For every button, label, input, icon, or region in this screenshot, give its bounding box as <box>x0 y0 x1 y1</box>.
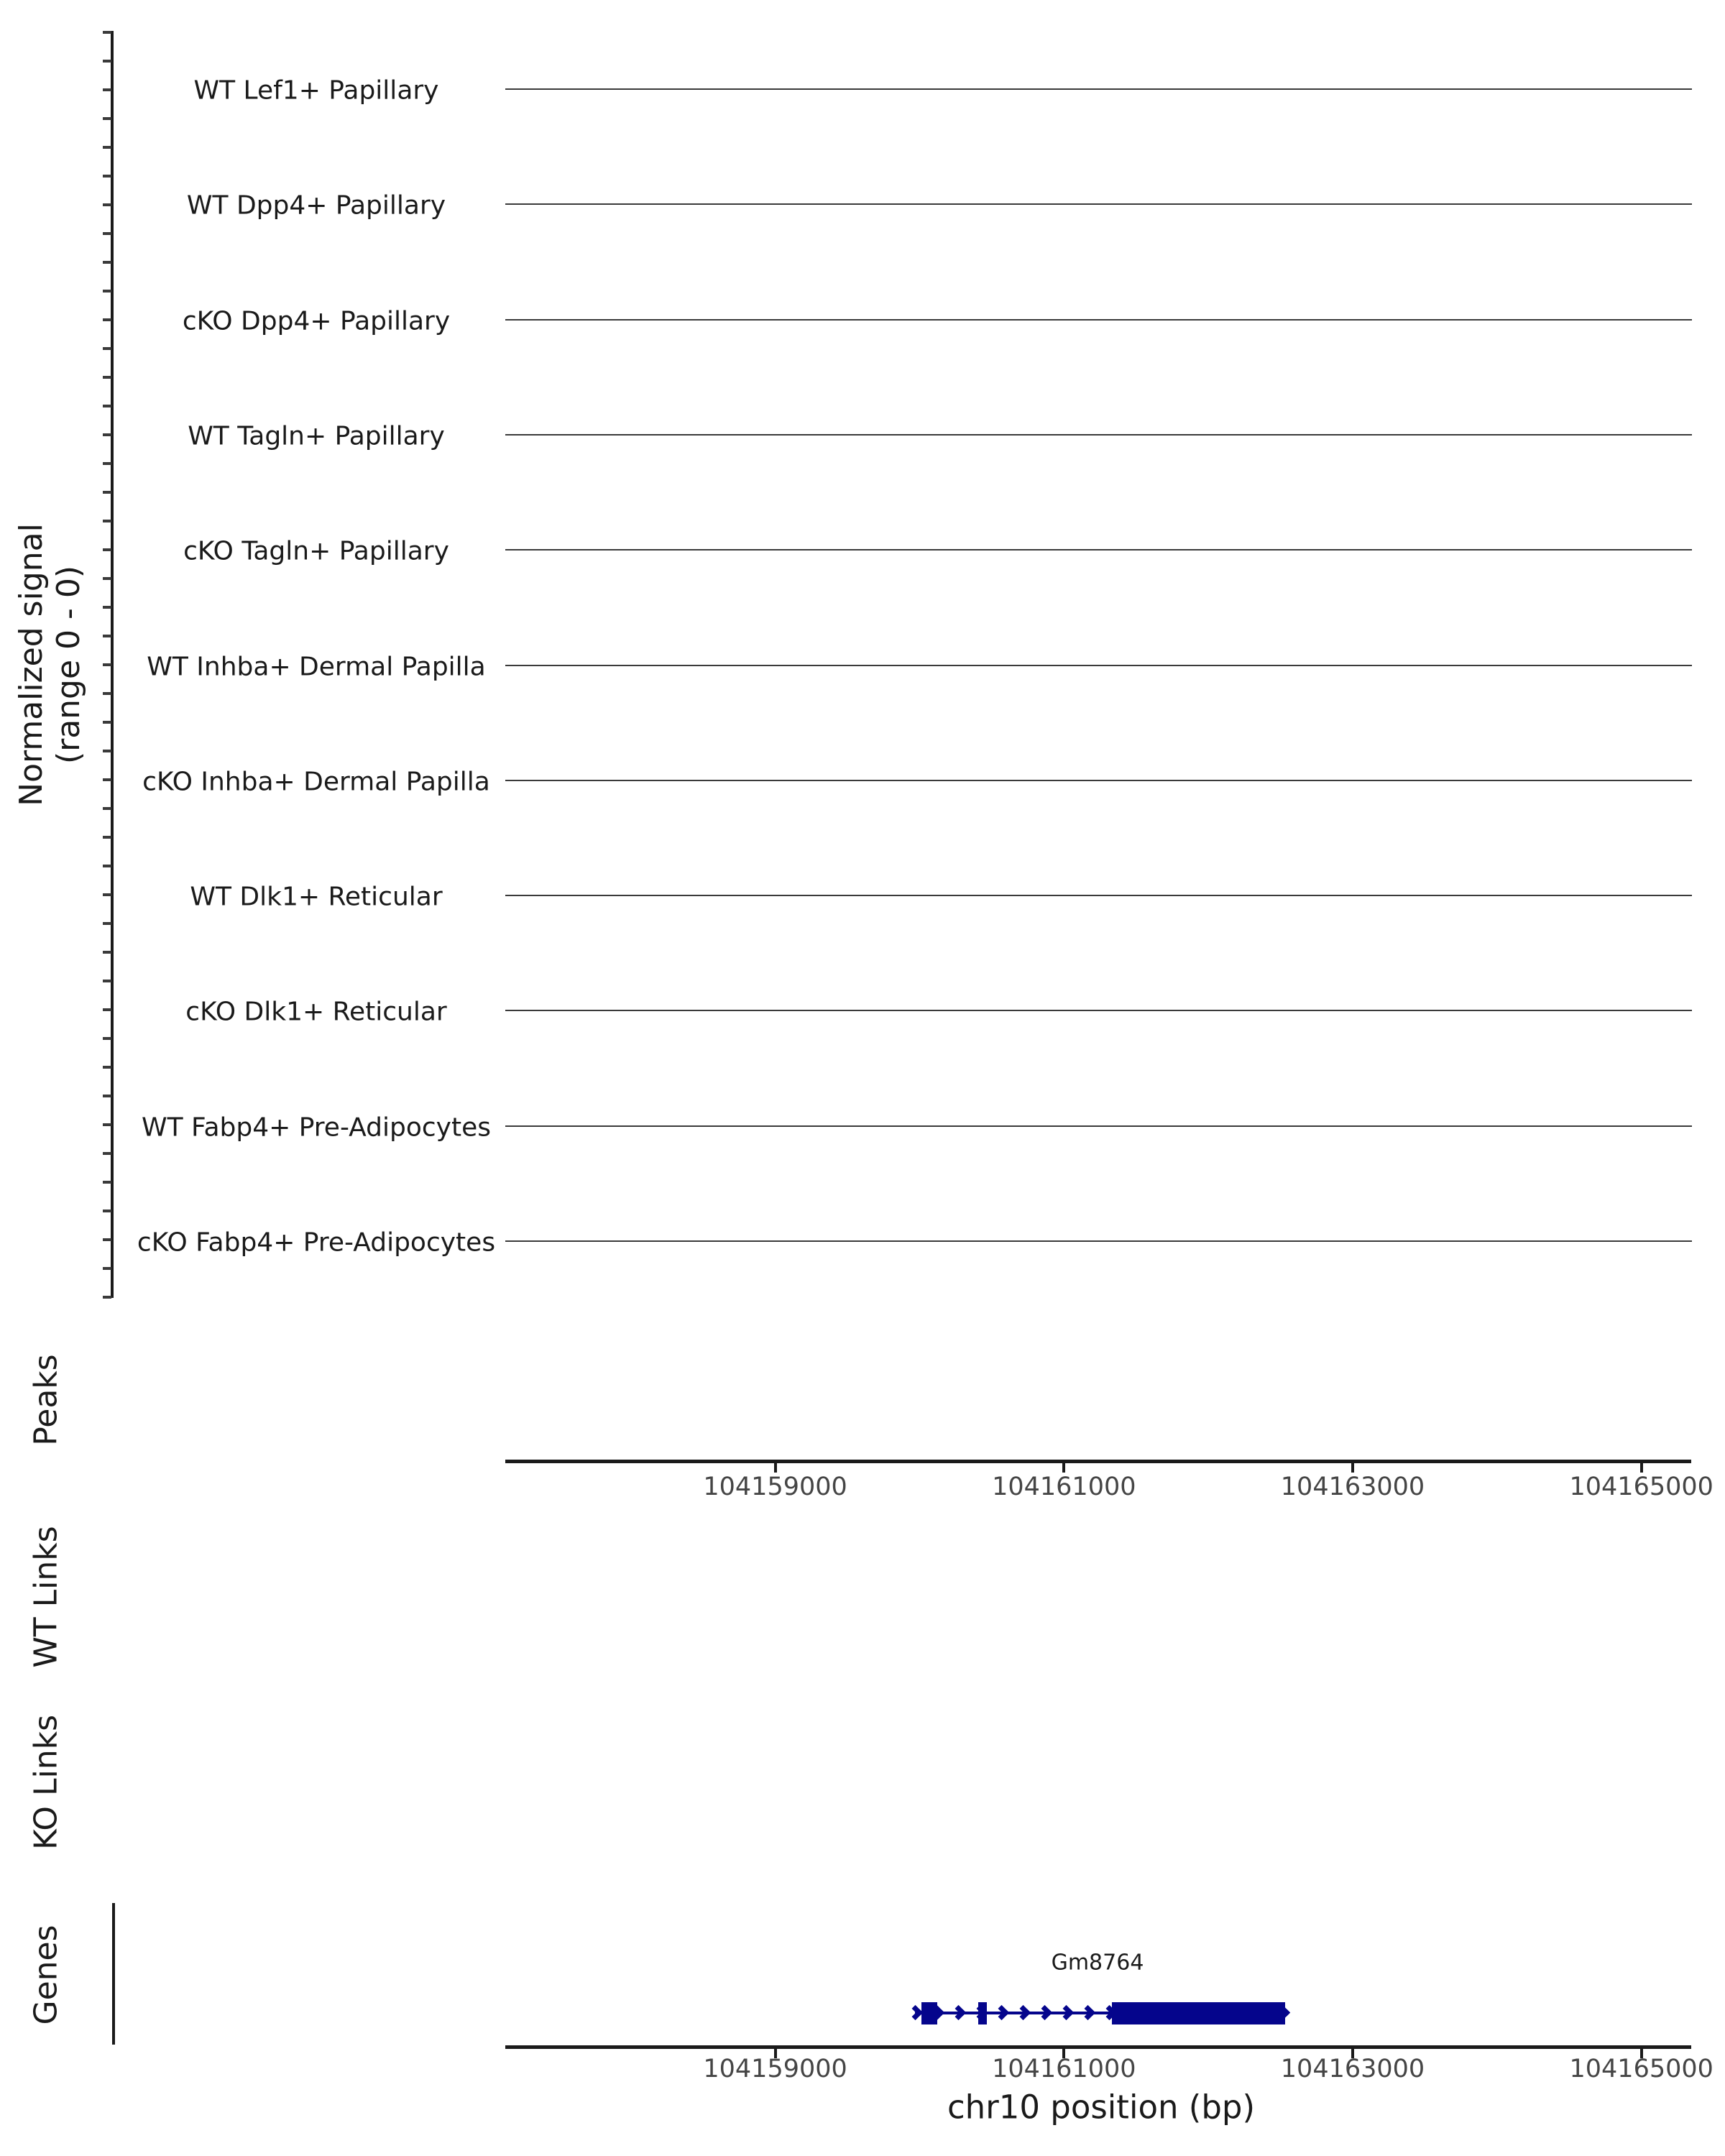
track-label: cKO Tagln+ Papillary <box>183 536 449 566</box>
y-axis-tick <box>103 865 111 867</box>
y-axis-tick <box>103 1267 111 1270</box>
y-axis-tick <box>103 203 111 206</box>
x-axis-tick <box>1351 1463 1354 1473</box>
track-label: WT Fabp4+ Pre-Adipocytes <box>142 1112 491 1143</box>
y-axis-tick <box>103 261 111 264</box>
track-label: WT Inhba+ Dermal Papilla <box>147 652 486 681</box>
track-signal-line <box>505 319 1692 321</box>
strand-arrow-right-icon <box>1080 2005 1095 2020</box>
x-axis-tick-label: 104161000 <box>992 1473 1136 1501</box>
y-axis-tick <box>103 663 111 666</box>
y-axis-title <box>13 523 88 806</box>
x-axis-tick-label: 104165000 <box>1569 1473 1714 1501</box>
section-label-ko-links: KO Links <box>27 1714 65 1851</box>
track-label: cKO Fabp4+ Pre-Adipocytes <box>137 1227 496 1258</box>
y-axis-tick <box>103 1181 111 1184</box>
y-axis-tick <box>103 1008 111 1011</box>
x-axis-tick-label: 104165000 <box>1569 2055 1714 2083</box>
y-axis-tick <box>103 491 111 494</box>
y-axis-tick <box>103 1037 111 1040</box>
x-axis-tick <box>1640 1463 1643 1473</box>
y-axis-tick <box>103 433 111 436</box>
track-label: WT Tagln+ Papillary <box>188 421 445 451</box>
y-axis-tick <box>103 376 111 379</box>
x-axis-tick-label: 104163000 <box>1280 1473 1425 1501</box>
x-axis-tick-label: 104161000 <box>992 2055 1136 2083</box>
y-axis-tick <box>103 405 111 407</box>
y-axis-tick <box>103 1238 111 1241</box>
y-axis-tick <box>103 175 111 178</box>
x-axis-title: chr10 position (bp) <box>947 2088 1256 2127</box>
track-signal-line <box>505 1125 1692 1127</box>
y-axis-tick <box>103 606 111 609</box>
y-axis-tick <box>103 1095 111 1097</box>
y-axis-tick <box>103 951 111 954</box>
y-axis-tick <box>103 31 111 34</box>
y-axis-tick <box>103 1066 111 1069</box>
y-axis-tick <box>103 893 111 896</box>
track-label: WT Lef1+ Papillary <box>193 75 439 106</box>
strand-arrow-right-icon <box>1016 2005 1031 2020</box>
x-axis-line <box>505 1460 1691 1463</box>
y-axis-tick <box>103 778 111 781</box>
track-signal-line <box>505 434 1692 436</box>
y-axis-tick <box>103 750 111 752</box>
track-signal-line <box>505 780 1692 781</box>
y-axis-tick <box>103 88 111 91</box>
track-signal-line <box>505 549 1692 550</box>
y-axis-tick <box>103 290 111 292</box>
section-label-genes: Genes <box>27 1925 65 2025</box>
track-signal-line <box>505 1010 1692 1011</box>
track-label: cKO Dlk1+ Reticular <box>185 997 447 1027</box>
y-axis-tick <box>103 1152 111 1155</box>
y-axis-title-line2: (range 0 - 0) <box>50 565 87 765</box>
x-axis-tick-label: 104159000 <box>703 1473 847 1501</box>
strand-arrow-right-icon <box>1059 2005 1074 2020</box>
y-axis-tick <box>103 1123 111 1126</box>
x-axis-tick <box>774 1463 777 1473</box>
y-axis-tick <box>103 922 111 925</box>
track-signal-line <box>505 88 1692 90</box>
y-axis-tick <box>103 117 111 120</box>
track-signal-line <box>505 1240 1692 1242</box>
genes-section-bracket <box>112 1903 115 2045</box>
track-signal-line <box>505 895 1692 896</box>
y-axis-tick <box>103 980 111 982</box>
gene-exon <box>921 2002 937 2024</box>
track-label: cKO Inhba+ Dermal Papilla <box>142 767 490 797</box>
y-axis-tick <box>103 462 111 465</box>
gene-name-label: Gm8764 <box>1051 1950 1144 1976</box>
strand-arrow-right-icon <box>1037 2005 1052 2020</box>
y-axis-tick <box>103 577 111 580</box>
gene-exon-thick <box>1112 2002 1285 2024</box>
y-axis-tick <box>103 146 111 149</box>
y-axis-tick <box>103 721 111 724</box>
x-axis-tick-label: 104159000 <box>703 2055 847 2083</box>
track-label: WT Dpp4+ Papillary <box>186 190 446 221</box>
y-axis-tick <box>103 1210 111 1212</box>
track-label: WT Dlk1+ Reticular <box>190 882 443 912</box>
track-signal-line <box>505 665 1692 666</box>
y-axis-tick <box>103 347 111 350</box>
y-axis-title-line1: Normalized signal <box>13 523 50 806</box>
x-axis-tick <box>1062 1463 1065 1473</box>
y-axis-tick <box>103 807 111 810</box>
section-label-peaks: Peaks <box>27 1354 65 1446</box>
track-signal-line <box>505 203 1692 205</box>
section-label-wt-links: WT Links <box>27 1526 65 1668</box>
x-axis-line <box>505 2045 1691 2049</box>
y-axis-tick <box>103 836 111 839</box>
y-axis-tick <box>103 232 111 235</box>
y-axis-tick <box>103 635 111 637</box>
track-label: cKO Dpp4+ Papillary <box>182 306 451 336</box>
y-axis-tick <box>103 548 111 551</box>
y-axis-tick <box>103 60 111 63</box>
y-axis-tick <box>103 1296 111 1299</box>
strand-arrow-right-icon <box>994 2005 1009 2020</box>
x-axis-tick-label: 104163000 <box>1280 2055 1425 2083</box>
y-axis-tick <box>103 692 111 695</box>
strand-arrow-right-icon <box>951 2005 966 2020</box>
y-axis-tick <box>103 318 111 321</box>
gene-exon <box>978 2002 987 2024</box>
y-axis-tick <box>103 520 111 522</box>
